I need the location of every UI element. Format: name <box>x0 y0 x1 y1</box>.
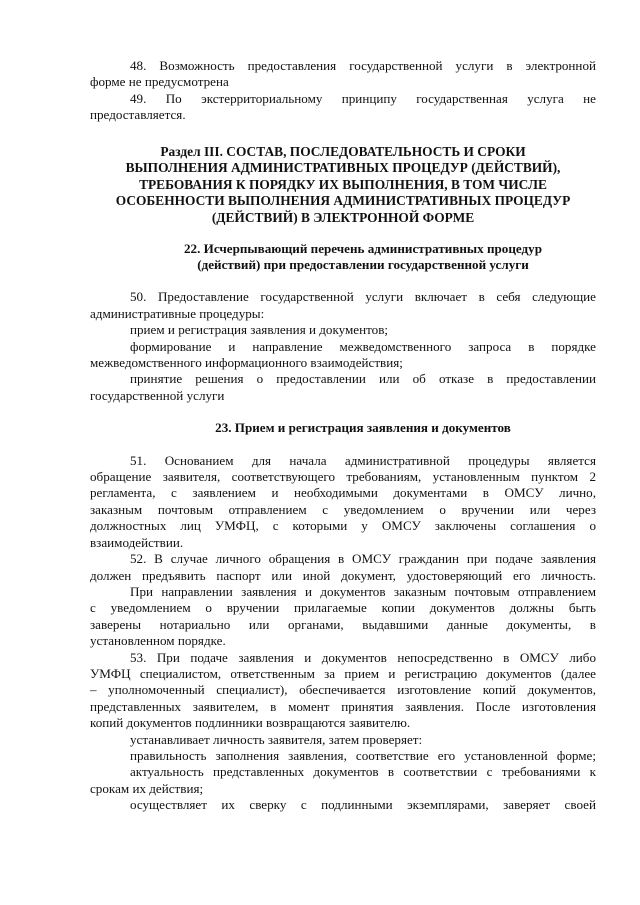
text-line: осуществляет их сверку с подлинными экземплярами, заверяет своей <box>130 797 596 813</box>
text-line: 53. При подаче заявления и документов непосредственно в ОМСУ либо <box>130 649 596 665</box>
paragraph-p48 <box>90 58 596 91</box>
section-title-line: (ДЕЙСТВИЙ) В ЭЛЕКТРОННОЙ ФОРМЕ <box>211 210 475 225</box>
text-line: взаимодействии. <box>90 534 184 550</box>
text-line: административные процедуры: <box>90 305 265 321</box>
paragraph-p50a <box>90 322 596 338</box>
text-line: УМФЦ специалистом, ответственным за прием и регистрацию документов (далее <box>90 665 596 681</box>
paragraph-p53 <box>90 650 596 732</box>
paragraph-p49 <box>90 91 596 124</box>
paragraph-p52b <box>90 584 596 650</box>
text-line: 48. Возможность предоставления государственной услуги в электронной <box>130 58 596 73</box>
paragraph-group-1 <box>90 58 596 124</box>
text-line: 51. Основанием для начала административной процедуры является <box>130 452 596 468</box>
text-line: 49. По экстерриториальному принципу государственная услуга не <box>130 90 596 106</box>
text-line: должностных лиц УМФЦ, с которыми у ОМСУ заключены соглашения о <box>90 518 596 534</box>
text-line: актуальность представленных документов в соответствии с требованиями к <box>130 764 596 780</box>
paragraph-p51 <box>90 453 596 551</box>
text-line: 52. В случае личного обращения в ОМСУ гражданин при подаче заявления <box>130 551 596 567</box>
text-line: с уведомлением о вручении прилагаемые копии документов должны быть <box>90 600 596 616</box>
section-title-line: ОСОБЕННОСТИ ВЫПОЛНЕНИЯ АДМИНИСТРАТИВНЫХ ПРОЦЕДУР <box>115 193 571 209</box>
text-line: государственной услуги <box>90 387 225 403</box>
text-line: обращение заявителя, соответствующего требованиям, установленным пунктом 2 <box>90 469 596 485</box>
text-line: правильность заполнения заявления, соответствие его установленной форме; <box>130 747 596 763</box>
text-line: представленных заявителем, в момент принятия заявления. После изготовления <box>90 698 596 714</box>
subsection-title-line: 22. Исчерпывающий перечень административных процедур <box>184 240 542 256</box>
text-line: устанавливает личность заявителя, затем проверяет: <box>130 731 423 747</box>
paragraph-p50b <box>90 339 596 372</box>
text-line: 50. Предоставление государственной услуги включает в себя следующие <box>130 289 596 305</box>
paragraph-p53d <box>90 797 596 813</box>
section-title <box>90 144 596 227</box>
text-line: заказным почтовым отправлением с уведомлением о вручении или через <box>90 501 596 517</box>
text-line: регламента, с заявлением и необходимыми документами в ОМСУ лично, <box>90 485 596 501</box>
text-line: – уполномоченный специалист), обеспечивается изготовление копий документов, <box>90 682 596 698</box>
subsection-title-line: 23. Прием и регистрация заявления и документов <box>215 420 511 436</box>
text-line: предоставляется. <box>90 107 186 123</box>
document-page <box>90 58 596 814</box>
paragraph-p53c <box>90 764 596 797</box>
subsection-title-line: (действий) при предоставлении государственной услуги <box>197 257 529 272</box>
paragraph-p53b <box>90 748 596 764</box>
paragraph-p52 <box>90 551 596 584</box>
paragraph-p50 <box>90 289 596 322</box>
text-line: форме не предусмотрена <box>90 74 229 90</box>
text-line: установленном порядке. <box>90 633 226 649</box>
text-line: копий документов подлинники возвращаются заявителю. <box>90 715 411 731</box>
subsection-title-23 <box>90 420 596 436</box>
text-line: должен предъявить паспорт или иной документ, удостоверяющий его личность. <box>90 567 596 583</box>
text-line: При направлении заявления и документов заказным почтовым отправлением <box>130 583 596 599</box>
subsection-title-22 <box>90 241 596 274</box>
paragraph-p50c <box>90 371 596 404</box>
section-title-line: Раздел III. СОСТАВ, ПОСЛЕДОВАТЕЛЬНОСТЬ И СРОКИ <box>160 143 526 159</box>
section-title-line: ТРЕБОВАНИЯ К ПОРЯДКУ ИХ ВЫПОЛНЕНИЯ, В ТОМ ЧИСЛЕ <box>139 176 547 192</box>
paragraph-p53a <box>90 732 596 748</box>
paragraph-group-3 <box>90 453 596 814</box>
text-line: межведомственного информационного взаимодействия; <box>90 355 403 371</box>
text-line: формирование и направление межведомственного запроса в порядке <box>130 338 596 354</box>
text-line: заверены нотариально или органами, выдавшими данные документы, в <box>90 616 596 632</box>
text-line: срокам их действия; <box>90 780 204 796</box>
section-title-line: ВЫПОЛНЕНИЯ АДМИНИСТРАТИВНЫХ ПРОЦЕДУР (ДЕЙСТВИЙ), <box>125 160 561 176</box>
text-line: прием и регистрация заявления и документов; <box>130 322 389 338</box>
paragraph-group-2 <box>90 289 596 404</box>
text-line: принятие решения о предоставлении или об отказе в предоставлении <box>130 371 596 387</box>
